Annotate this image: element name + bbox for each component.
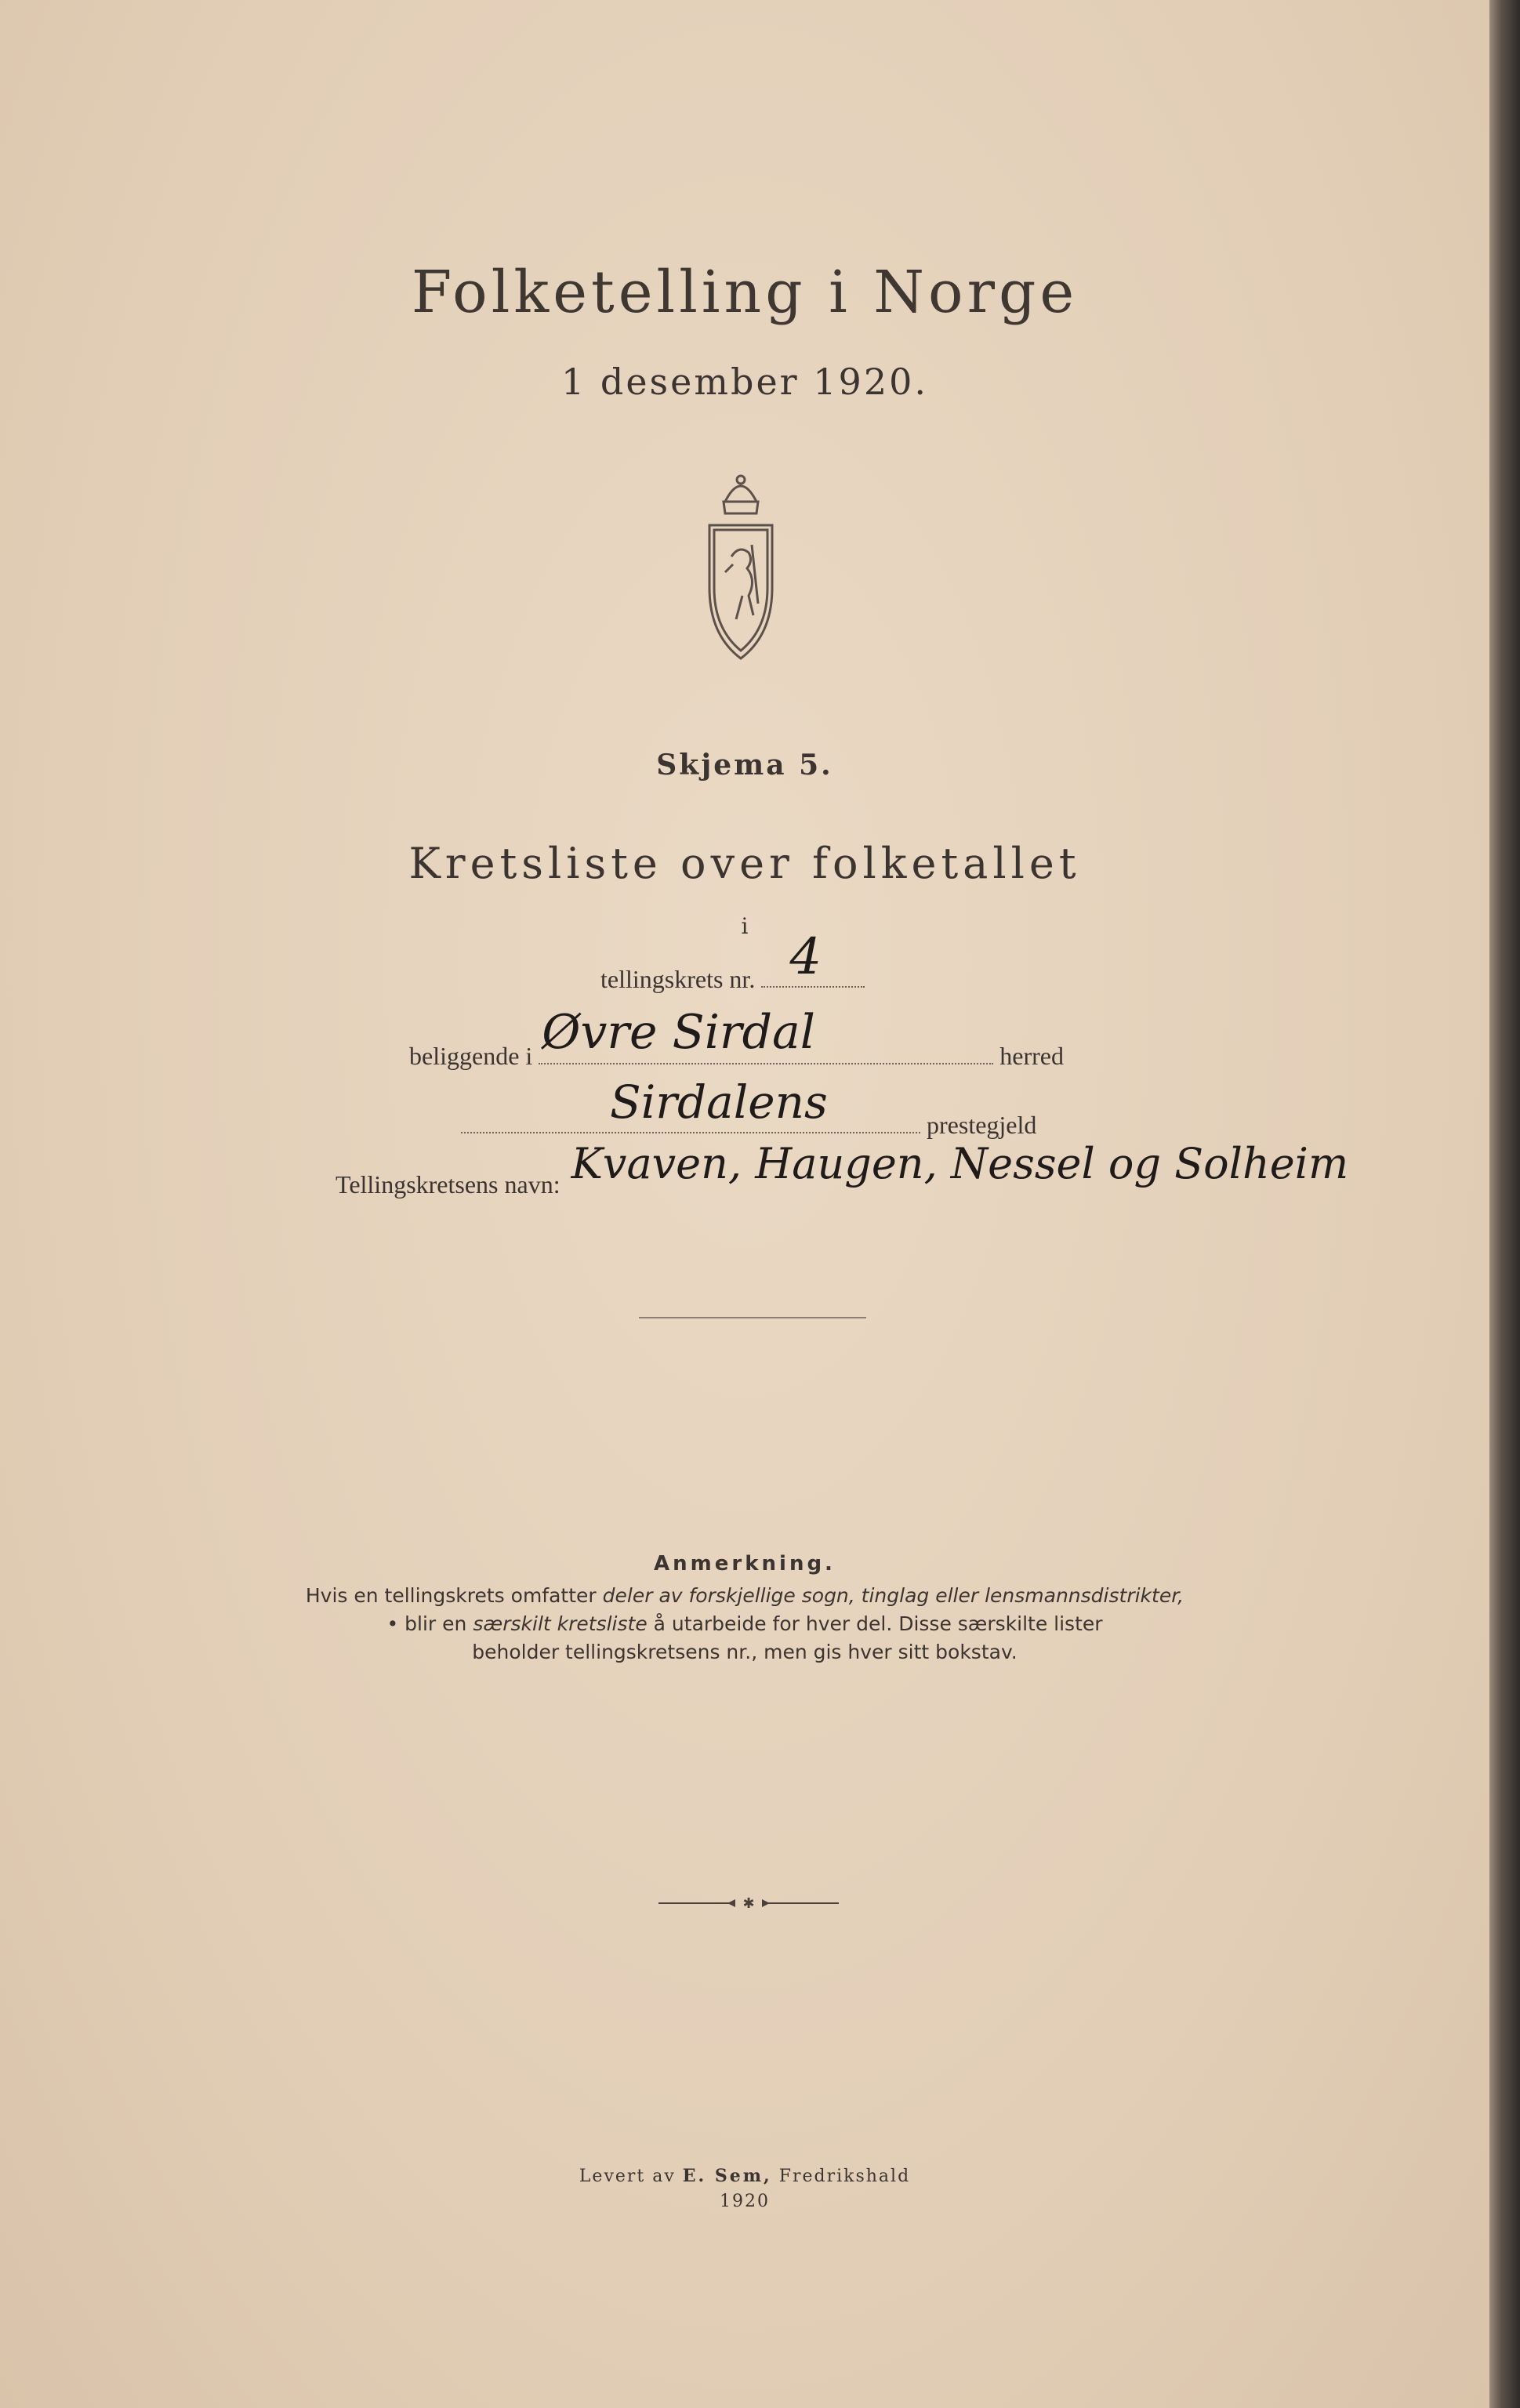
tellingskrets-row	[600, 928, 865, 994]
tellingskrets-label: tellingskrets nr.	[600, 965, 756, 993]
document-date: 1 desember 1920.	[561, 361, 928, 403]
prestegjeld-field	[461, 1075, 920, 1133]
tellingskrets-value: 4	[789, 928, 822, 986]
printer-line: Levert av E. Sem, Fredrikshald	[579, 2166, 911, 2186]
kretsnavn-label: Tellingskretsens navn:	[336, 1170, 560, 1199]
tellingskrets-field	[761, 928, 865, 988]
prestegjeld-value: Sirdalens	[610, 1075, 828, 1129]
note-title: Anmerkning.	[654, 1552, 836, 1576]
kretsnavn-field	[567, 1139, 1374, 1193]
kretsnavn-value: Kvaven, Haugen, Nessel og Solheim	[571, 1139, 1349, 1188]
herred-label: herred	[999, 1042, 1064, 1070]
form-heading: Kretsliste over folketallet	[408, 839, 1081, 888]
printer-imprint	[0, 2163, 1489, 2214]
beliggende-label: beliggende i	[409, 1042, 533, 1070]
beliggende-value: Øvre Sirdal	[542, 1005, 815, 1060]
ornament-divider-icon	[658, 1895, 839, 1911]
beliggende-field	[539, 1005, 993, 1064]
printer-year: 1920	[720, 2192, 770, 2211]
svg-text:✱: ✱	[742, 1895, 755, 1911]
note-line-2: • blir en særskilt kretsliste å utarbeide for hver del. Disse særskilte lister	[386, 1612, 1103, 1635]
heading-preposition: i	[741, 913, 749, 939]
binding-edge	[1489, 0, 1520, 2408]
note-line-3: beholder tellingskretsens nr., men gis hver sitt bokstav.	[472, 1641, 1018, 1663]
prestegjeld-row	[461, 1075, 1037, 1140]
kretsnavn-row	[336, 1139, 1374, 1199]
prestegjeld-label: prestegjeld	[927, 1111, 1037, 1139]
section-divider	[639, 1317, 866, 1318]
document-title: Folketelling i Norge	[411, 259, 1079, 326]
beliggende-row	[409, 1005, 1064, 1071]
note-line-1: Hvis en tellingskrets omfatter deler av forskjellige sogn, tinglag eller lensmannsdistrikter,	[305, 1584, 1184, 1607]
schema-number: Skjema 5.	[656, 749, 833, 782]
coat-of-arms-icon	[702, 470, 780, 666]
note-text	[0, 1582, 1489, 1666]
